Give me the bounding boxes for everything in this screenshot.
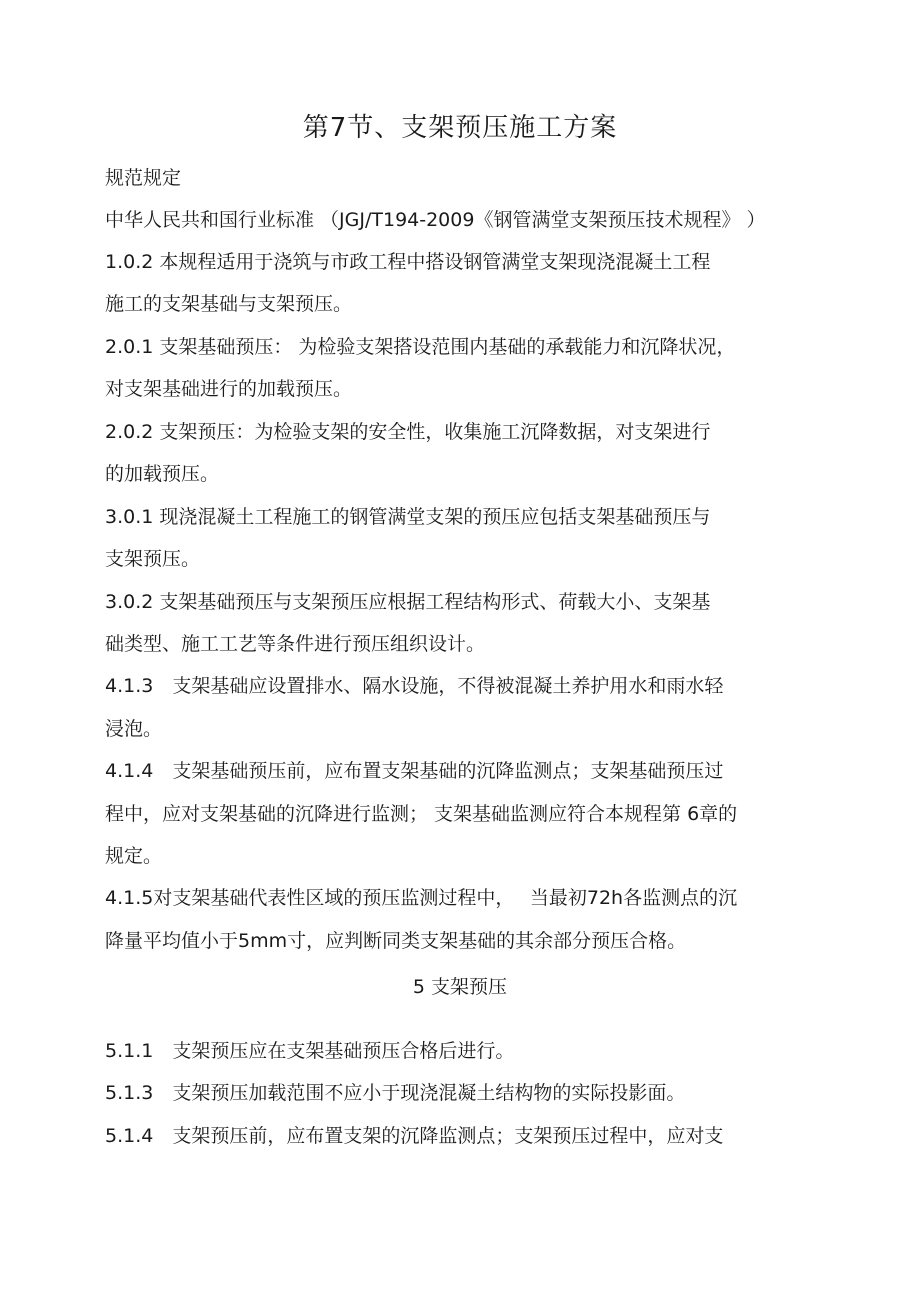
document-title: 第7节、支架预压施工方案 [302,113,618,143]
chapter-heading: 5 支架预压 [412,976,508,998]
clause-4-1-4-line-3: 规定。 [105,845,163,867]
clause-4-1-5-line-2: 降量平均值小于5mm寸，应判断同类支架基础的其余部分预压合格。 [105,930,687,952]
clause-3-0-1-line-2: 支架预压。 [105,548,201,570]
clause-2-0-1-line-1: 2.0.1 支架基础预压： 为检验支架搭设范围内基础的承载能力和沉降状况， [105,336,736,358]
clause-2-0-1-line-2: 对支架基础进行的加载预压。 [105,378,353,400]
clause-4-1-3-line-2: 浸泡。 [105,718,163,740]
clause-3-0-2-line-2: 础类型、施工工艺等条件进行预压组织设计。 [105,633,486,655]
clause-5-1-3-line: 5.1.3 支架预压加载范围不应小于现浇混凝土结构物的实际投影面。 [105,1082,686,1104]
clause-5-1-4-line: 5.1.4 支架预压前，应布置支架的沉降监测点；支架预压过程中，应对支 [105,1125,724,1147]
clause-2-0-2-line-1: 2.0.2 支架预压：为检验支架的安全性，收集施工沉降数据，对支架进行 [105,421,711,443]
clause-5-1-1-line: 5.1.1 支架预压应在支架基础预压合格后进行。 [105,1040,515,1062]
clause-2-0-2-line-2: 的加载预压。 [105,463,220,485]
clause-1-0-2-line-1: 1.0.2 本规程适用于浇筑与市政工程中搭设钢管满堂支架现浇混凝土工程 [105,251,711,273]
section-heading: 规范规定 [105,167,182,189]
clause-4-1-4-line-1: 4.1.4 支架基础预压前，应布置支架基础的沉降监测点；支架基础预压过 [105,760,724,782]
clause-4-1-3-line-1: 4.1.3 支架基础应设置排水、隔水设施，不得被混凝土养护用水和雨水轻 [105,675,724,697]
clause-3-0-1-line-1: 3.0.1 现浇混凝土工程施工的钢管满堂支架的预压应包括支架基础预压与 [105,506,711,528]
clause-3-0-2-line-1: 3.0.2 支架基础预压与支架预压应根据工程结构形式、荷载大小、支架基 [105,591,711,613]
clause-4-1-5-line-1: 4.1.5对支架基础代表性区域的预压监测过程中， 当最初72h各监测点的沉 [105,887,738,909]
clause-4-1-4-line-2: 程中，应对支架基础的沉降进行监测； 支架基础监测应符合本规程第 6章的 [105,803,738,825]
standard-reference-line: 中华人民共和国行业标准 （JGJ/T194-2009《钢管满堂支架预压技术规程》 ） [105,209,766,231]
clause-1-0-2-line-2: 施工的支架基础与支架预压。 [105,293,353,315]
